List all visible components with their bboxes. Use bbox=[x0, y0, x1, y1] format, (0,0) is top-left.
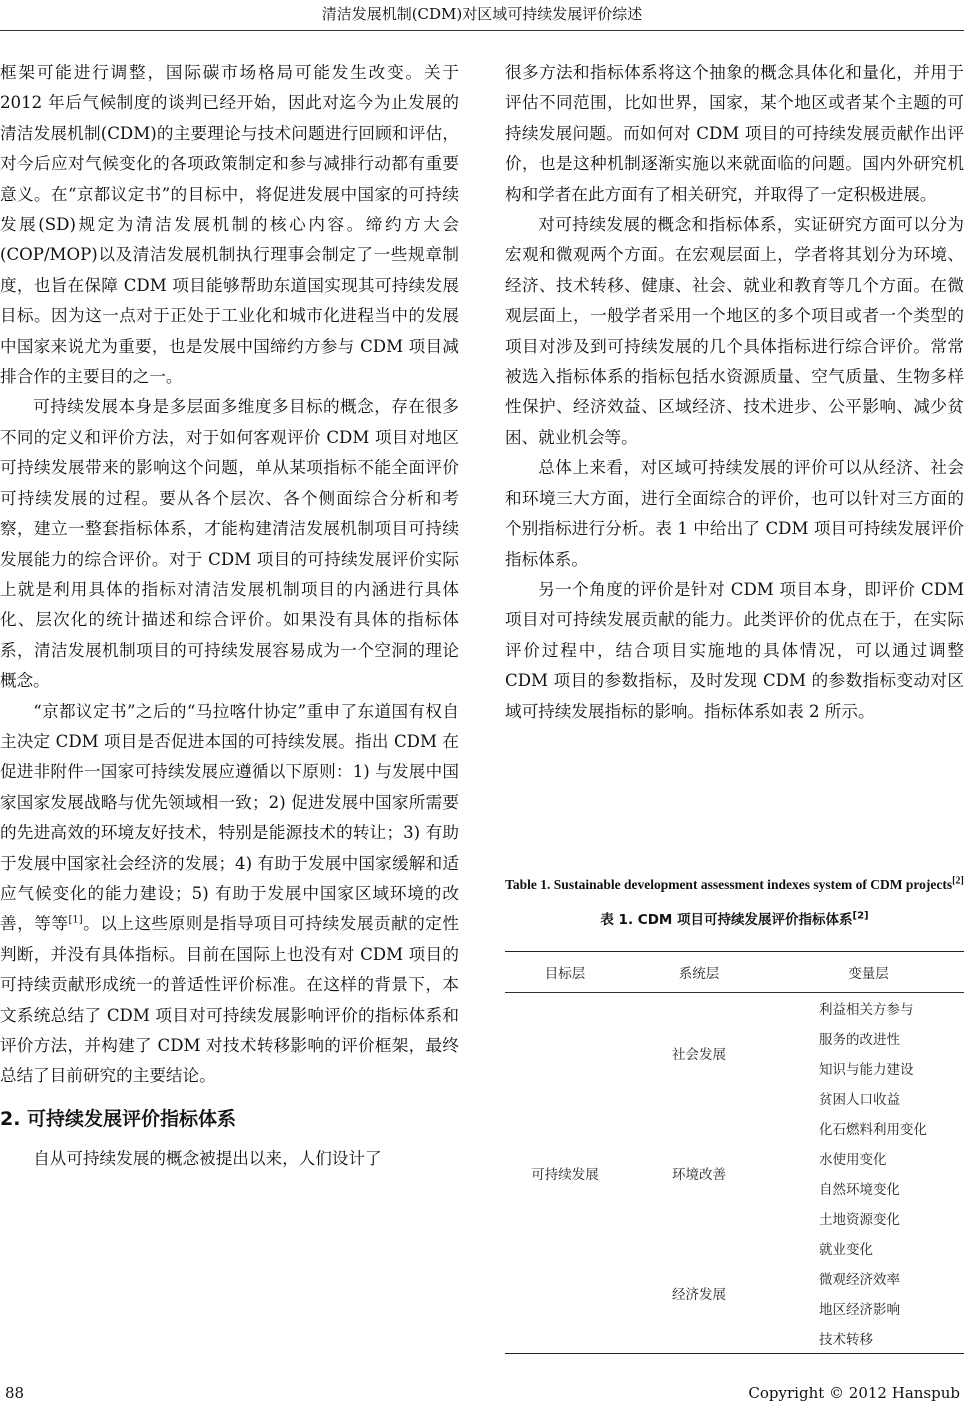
variable-cell: 自然环境变化 bbox=[819, 1182, 900, 1198]
system-cell: 社会发展 bbox=[672, 1047, 726, 1063]
copyright-notice: Copyright © 2012 Hanspub bbox=[748, 1384, 960, 1402]
citation-ref[interactable]: [1] bbox=[68, 914, 83, 926]
indicator-table bbox=[505, 951, 964, 1354]
citation-ref[interactable]: [2] bbox=[952, 875, 964, 887]
table-header-cell: 系统层 bbox=[625, 952, 773, 993]
table-row bbox=[505, 993, 964, 1024]
section-heading: 2. 可持续发展评价指标体系 bbox=[0, 1107, 237, 1130]
variable-cell: 服务的改进性 bbox=[819, 1032, 900, 1048]
paragraph: 自从可持续发展的概念被提出以来，人们设计了 bbox=[33, 1148, 382, 1168]
variable-cell: 地区经济影响 bbox=[819, 1302, 900, 1318]
table-header-cell: 变量层 bbox=[773, 952, 964, 993]
table-header-row bbox=[505, 952, 964, 993]
goal-cell: 可持续发展 bbox=[531, 1167, 599, 1183]
system-cell: 经济发展 bbox=[672, 1287, 726, 1303]
paragraph bbox=[0, 697, 459, 1092]
variable-cell: 化石燃料利用变化 bbox=[819, 1122, 927, 1138]
table-caption-english bbox=[505, 876, 964, 893]
paragraph-text: “京都议定书”之后的“马拉喀什协定”重申了东道国有权自主决定 CDM 项目是否促进本国的可持续发展。指出 CDM 在促进非附件一国家可持续发展应遵循以下原则：1) 与发展中国家国家发展战略与优先领域相一致；2) 促进发展中国家所需要的先进高效的环境友好技术，特别是能源技术的转让；3) 有助于发展中国家社会经济的发展；4) 有助于发展中国家缓解和适应气候变化的能力建设；5) 有助于发展中国家区域环境的改善，等等 bbox=[0, 701, 459, 934]
paragraph: 可持续发展本身是多层面多维度多目标的概念，存在很多不同的定义和评价方法，对于如何客观评价 CDM 项目对地区可持续发展带来的影响这个问题，单从某项指标不能全面评价可持续发展的过程。要从各个层次、各个侧面综合分析和考察，建立一整套指标体系，才能构建清洁发展机制项目可持续发展能力的综合评价。对于 CDM 项目的可持续发展评价实际上就是利用具体的指标对清洁发展机制项目的内涵进行具体化、层次化的统计描述和综合评价。如果没有具体的指标体系，清洁发展机制项目的可持续发展容易成为一个空洞的理论概念。 bbox=[0, 397, 459, 691]
variable-cell: 就业变化 bbox=[819, 1242, 873, 1258]
variable-cell: 水使用变化 bbox=[819, 1152, 887, 1168]
system-cell: 环境改善 bbox=[672, 1167, 726, 1183]
paragraph: 总体上来看，对区域可持续发展的评价可以从经济、社会和环境三大方面，进行全面综合的评价，也可以针对三方面的个别指标进行分析。表 1 中给出了 CDM 项目可持续发展评价指标体系。 bbox=[505, 458, 964, 569]
variable-cell: 知识与能力建设 bbox=[819, 1062, 914, 1078]
citation-ref[interactable]: [2] bbox=[852, 910, 869, 922]
variable-cell: 技术转移 bbox=[819, 1332, 873, 1348]
paragraph: 框架可能进行调整，国际碳市场格局可能发生改变。关于 2012 年后气候制度的谈判已经开始，因此对迄今为止发展的清洁发展机制(CDM)的主要理论与技术问题进行回顾和评估，对今后应对气候变化的各项政策制定和参与减排行动都有重要意义。在“京都议定书”的目标中，将促进发展中国家的可持续发展(SD)规定为清洁发展机制的核心内容。缔约方大会(COP/MOP)以及清洁发展机制执行理事会制定了一些规章制度，也旨在保障 CDM 项目能够帮助东道国实现其可持续发展目标。因为这一点对于正处于工业化和城市化进程当中的发展中国家来说尤为重要，也是发展中国缔约方参与 CDM 项目减排合作的主要目的之一。 bbox=[0, 63, 459, 387]
page-number: 88 bbox=[5, 1384, 25, 1402]
caption-text: 表 1. CDM 项目可持续发展评价指标体系 bbox=[600, 912, 853, 928]
left-column bbox=[0, 58, 459, 1174]
caption-text: Table 1. Sustainable development assessment indexes system of CDM projects bbox=[505, 877, 953, 892]
table-header-cell: 目标层 bbox=[505, 952, 625, 993]
variable-cell: 土地资源变化 bbox=[819, 1212, 900, 1228]
paragraph: 对可持续发展的概念和指标体系，实证研究方面可以分为宏观和微观两个方面。在宏观层面上，学者将其划分为环境、经济、技术转移、健康、社会、就业和教育等几个方面。在微观层面上，一般学者采用一个地区的多个项目或者一个类型的项目对涉及到可持续发展的几个具体指标进行综合评价。常常被选入指标体系的指标包括水资源质量、空气质量、生物多样性保护、经济效益、区域经济、技术进步、公平影响、减少贫困、就业机会等。 bbox=[505, 215, 964, 447]
table-caption-chinese bbox=[505, 912, 964, 929]
right-column bbox=[505, 58, 964, 727]
header-rule bbox=[0, 30, 964, 31]
variable-cell: 贫困人口收益 bbox=[819, 1092, 900, 1108]
variable-cell: 微观经济效率 bbox=[819, 1272, 900, 1288]
paragraph-text: 。以上这些原则是指导项目可持续发展贡献的定性判断，并没有具体指标。目前在国际上也没有对 CDM 项目的可持续贡献形成统一的普适性评价标准。在这样的背景下，本文系统总结了 CDM 项目对可持续发展影响评价的指标体系和评价方法，并构建了 CDM 对技术转移影响的评价框架，最终总结了目前研究的主要结论。 bbox=[0, 914, 460, 1086]
running-title: 清洁发展机制(CDM)对区域可持续发展评价综述 bbox=[321, 5, 643, 23]
paragraph: 另一个角度的评价是针对 CDM 项目本身，即评价 CDM 项目对可持续发展贡献的能力。此类评价的优点在于，在实际评价过程中，结合项目实施地的具体情况，可以通过调整 CDM 项目的参数指标，及时发现 CDM 的参数指标变动对区域可持续发展指标的影响。指标体系如表 2 所示。 bbox=[505, 579, 964, 721]
variable-cell: 利益相关方参与 bbox=[819, 1002, 914, 1018]
paragraph: 很多方法和指标体系将这个抽象的概念具体化和量化，并用于评估不同范围，比如世界，国家，某个地区或者某个主题的可持续发展问题。而如何对 CDM 项目的可持续发展贡献作出评价，也是这种机制逐渐实施以来就面临的问题。国内外研究机构和学者在此方面有了相关研究，并取得了一定积极进展。 bbox=[505, 63, 964, 204]
